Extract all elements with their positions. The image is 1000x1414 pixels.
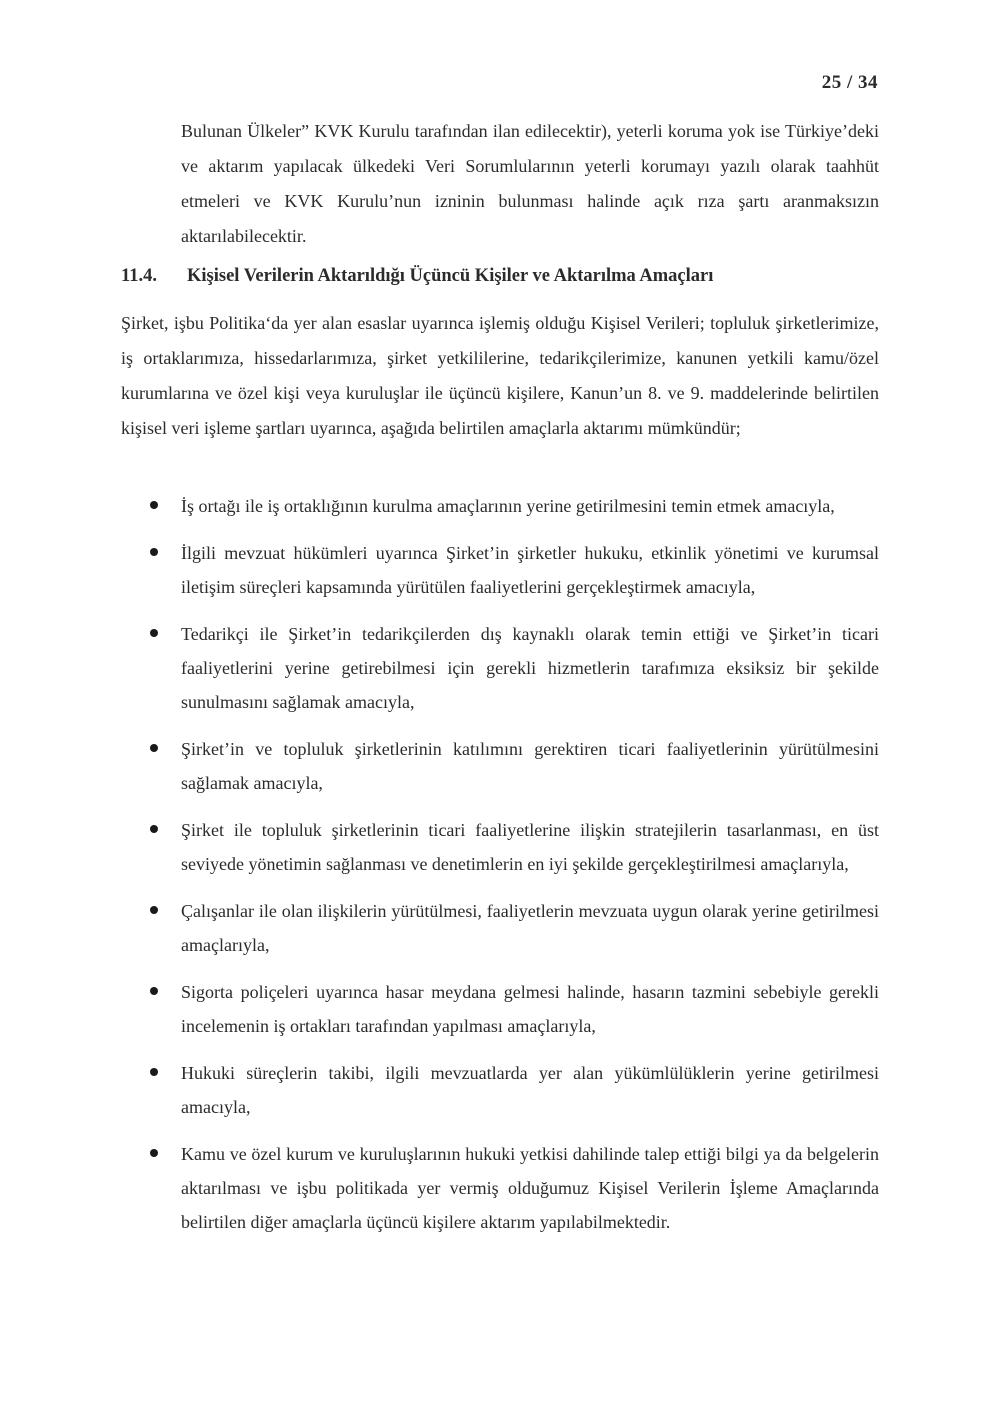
list-item-text: Şirket’in ve topluluk şirketlerinin katılımını gerektiren ticari faaliyetlerinin yürütülmesini sağlamak amacıyla, (181, 739, 879, 793)
bullet-icon (150, 744, 158, 752)
list-item (121, 1056, 879, 1124)
list-item-text: Hukuki süreçlerin takibi, ilgili mevzuatlarda yer alan yükümlülüklerin yerine getirilmesi amacıyla, (181, 1063, 879, 1117)
bullet-icon (150, 548, 158, 556)
purpose-list (121, 489, 879, 1252)
list-item (121, 617, 879, 719)
list-item-text: İlgili mevzuat hükümleri uyarınca Şirket’in şirketler hukuku, etkinlik yönetimi ve kurumsal iletişim süreçleri kapsamında yürütülen faaliyetlerini gerçekleştirmek amacıyla, (181, 543, 879, 597)
section-number: 11.4. (121, 266, 157, 286)
list-item (121, 975, 879, 1043)
list-item-text: Şirket ile topluluk şirketlerinin ticari faaliyetlerine ilişkin stratejilerin tasarlanması, en üst seviyede yönetimin sağlanması ve denetimlerin en iyi şekilde gerçekleştirilmesi amaçlarıyla, (181, 820, 879, 874)
list-item (121, 536, 879, 604)
bullet-icon (150, 629, 158, 637)
bullet-icon (150, 1149, 158, 1157)
list-item (121, 489, 879, 523)
continuation-paragraph: Bulunan Ülkeler” KVK Kurulu tarafından ilan edilecektir), yeterli koruma yok ise Türkiye’deki ve aktarım yapılacak ülkedeki Veri Sorumlularının yeterli korumayı yazılı olarak taahhüt etmeleri ve KVK Kurulu’nun izninin bulunması halinde açık rıza şartı aranmaksızın aktarılabilecektir. (181, 121, 879, 246)
bullet-icon (150, 501, 158, 509)
list-item (121, 894, 879, 962)
bullet-icon (150, 906, 158, 914)
bullet-icon (150, 825, 158, 833)
section-heading (121, 266, 713, 287)
section-title: Kişisel Verilerin Aktarıldığı Üçüncü Kişiler ve Aktarılma Amaçları (187, 266, 714, 286)
intro-paragraph: Şirket, işbu Politika‘da yer alan esaslar uyarınca işlemiş olduğu Kişisel Verileri; topluluk şirketlerimize, iş ortaklarımıza, hissedarlarımıza, şirket yetkililerine, tedarikçilerimize, kanunen yetkili kamu/özel kurumlarına ve özel kişi veya kuruluşlar ile üçüncü kişilere, Kanun’un 8. ve 9. maddelerinde belirtilen kişisel veri işleme şartları uyarınca, aşağıda belirtilen amaçlarla aktarımı mümkündür; (121, 313, 879, 438)
list-item-text: Kamu ve özel kurum ve kuruluşlarının hukuki yetkisi dahilinde talep ettiği bilgi ya da belgelerin aktarılması ve işbu politikada yer vermiş olduğumuz Kişisel Verilerin İşleme Amaçlarında belirtilen diğer amaçlarla üçüncü kişilere aktarım yapılabilmektedir. (181, 1144, 879, 1232)
bullet-icon (150, 1068, 158, 1076)
list-item (121, 732, 879, 800)
bullet-icon (150, 987, 158, 995)
list-item-text: Çalışanlar ile olan ilişkilerin yürütülmesi, faaliyetlerin mevzuata uygun olarak yerine getirilmesi amaçlarıyla, (181, 901, 879, 955)
list-item-text: İş ortağı ile iş ortaklığının kurulma amaçlarının yerine getirilmesini temin etmek amacıyla, (181, 496, 835, 516)
list-item-text: Tedarikçi ile Şirket’in tedarikçilerden dış kaynaklı olarak temin ettiği ve Şirket’in ticari faaliyetlerini yerine getirebilmesi için gerekli hizmetlerin tarafımıza eksiksiz bir şekilde sunulmasını sağlamak amacıyla, (181, 624, 879, 712)
list-item (121, 1137, 879, 1239)
page-number: 25 / 34 (821, 72, 878, 93)
list-item (121, 813, 879, 881)
list-item-text: Sigorta poliçeleri uyarınca hasar meydana gelmesi halinde, hasarın tazmini sebebiyle gerekli incelemenin iş ortakları tarafından yapılması amaçlarıyla, (181, 982, 879, 1036)
